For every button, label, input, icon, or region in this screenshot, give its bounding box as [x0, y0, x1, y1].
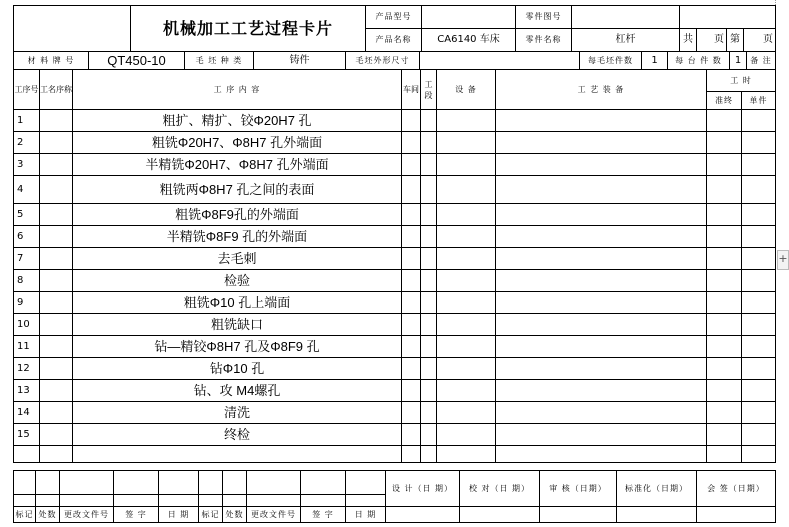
op-unit-time — [742, 314, 776, 336]
op-unit-time — [742, 248, 776, 270]
op-tooling — [496, 314, 707, 336]
op-unit-time — [742, 380, 776, 402]
table-row — [14, 226, 776, 248]
op-name — [40, 204, 73, 226]
op-section — [421, 336, 437, 358]
per-blank-value: 1 — [642, 52, 668, 70]
op-unit-time — [742, 358, 776, 380]
op-section — [421, 176, 437, 204]
op-section — [421, 314, 437, 336]
op-workshop — [402, 204, 421, 226]
part-name-label: 零件名称 — [516, 29, 572, 52]
op-workshop — [402, 380, 421, 402]
op-number: 13 — [14, 380, 40, 402]
op-prep-time — [707, 380, 742, 402]
op-number: 14 — [14, 402, 40, 424]
footer-sign: 签 字 — [114, 507, 159, 523]
op-workshop — [402, 248, 421, 270]
op-prep-time — [707, 176, 742, 204]
op-tooling — [496, 226, 707, 248]
op-section — [421, 424, 437, 446]
op-content: 钻、攻 M4螺孔 — [73, 380, 402, 402]
product-model-value — [422, 6, 516, 29]
footer-change-doc-2: 更改文件号 — [247, 507, 301, 523]
footer-count: 处数 — [36, 507, 60, 523]
op-equipment — [437, 424, 496, 446]
footer-count-2: 处数 — [223, 507, 247, 523]
blank-type-label: 毛 坯 种 类 — [185, 52, 254, 70]
total-label: 共 — [680, 29, 697, 52]
op-unit-time — [742, 402, 776, 424]
op-name — [40, 132, 73, 154]
op-workshop — [402, 314, 421, 336]
header-table — [13, 5, 776, 52]
op-name — [40, 270, 73, 292]
op-workshop — [402, 358, 421, 380]
material-table — [13, 51, 776, 70]
op-equipment — [437, 270, 496, 292]
col-tooling: 工 艺 装 备 — [496, 70, 707, 110]
op-section — [421, 292, 437, 314]
op-unit-time — [742, 424, 776, 446]
op-content: 终检 — [73, 424, 402, 446]
blank-type-value: 铸件 — [254, 52, 346, 70]
op-tooling — [496, 248, 707, 270]
op-equipment — [437, 402, 496, 424]
op-equipment — [437, 380, 496, 402]
operations-table — [13, 69, 776, 463]
op-content: 粗铣Φ20H7、Φ8H7 孔外端面 — [73, 132, 402, 154]
footer-date: 日 期 — [159, 507, 199, 523]
footer-change-doc: 更改文件号 — [60, 507, 114, 523]
op-content: 去毛刺 — [73, 248, 402, 270]
op-tooling — [496, 154, 707, 176]
footer-countersign: 会 签（日期） — [697, 471, 776, 507]
op-name — [40, 292, 73, 314]
table-row — [14, 154, 776, 176]
col-op-name: 工名序称 — [40, 70, 73, 110]
table-row — [14, 402, 776, 424]
op-number: 4 — [14, 176, 40, 204]
table-row — [14, 424, 776, 446]
op-number: 15 — [14, 424, 40, 446]
op-number: 2 — [14, 132, 40, 154]
op-tooling — [496, 132, 707, 154]
card-title: 机械加工工艺过程卡片 — [131, 6, 366, 52]
table-row — [14, 292, 776, 314]
op-content: 清洗 — [73, 402, 402, 424]
per-unit-value: 1 — [730, 52, 747, 70]
op-equipment — [437, 248, 496, 270]
table-row — [14, 176, 776, 204]
op-number: 12 — [14, 358, 40, 380]
product-model-label: 产品型号 — [366, 6, 422, 29]
col-content: 工 序 内 容 — [73, 70, 402, 110]
op-workshop — [402, 424, 421, 446]
op-content: 半精铣Φ8F9 孔的外端面 — [73, 226, 402, 248]
op-name — [40, 402, 73, 424]
op-content: 半精铣Φ20H7、Φ8H7 孔外端面 — [73, 154, 402, 176]
op-number: 3 — [14, 154, 40, 176]
op-content: 粗铣Φ10 孔上端面 — [73, 292, 402, 314]
op-unit-time — [742, 270, 776, 292]
op-unit-time — [742, 336, 776, 358]
op-prep-time — [707, 292, 742, 314]
table-row — [14, 248, 776, 270]
op-workshop — [402, 226, 421, 248]
op-tooling — [496, 336, 707, 358]
op-equipment — [437, 226, 496, 248]
op-tooling — [496, 204, 707, 226]
table-row — [14, 132, 776, 154]
op-section — [421, 248, 437, 270]
op-workshop — [402, 154, 421, 176]
op-prep-time — [707, 204, 742, 226]
op-workshop — [402, 292, 421, 314]
op-workshop — [402, 110, 421, 132]
op-equipment — [437, 176, 496, 204]
blank-size-value — [420, 52, 580, 70]
product-name-label: 产品名称 — [366, 29, 422, 52]
op-section — [421, 358, 437, 380]
op-name — [40, 358, 73, 380]
table-row — [14, 270, 776, 292]
op-name — [40, 248, 73, 270]
table-row — [14, 204, 776, 226]
table-row — [14, 336, 776, 358]
op-name — [40, 226, 73, 248]
page-margin-guide — [775, 0, 777, 5]
op-content: 粗铣Φ8F9孔的外端面 — [73, 204, 402, 226]
col-workshop: 车间 — [402, 70, 421, 110]
col-time: 工 时 — [707, 70, 776, 92]
op-equipment — [437, 358, 496, 380]
op-content: 粗扩、精扩、铰Φ20H7 孔 — [73, 110, 402, 132]
op-equipment — [437, 336, 496, 358]
op-section — [421, 226, 437, 248]
op-unit-time — [742, 204, 776, 226]
col-op-no: 工序号 — [14, 70, 40, 110]
op-number: 7 — [14, 248, 40, 270]
op-prep-time — [707, 110, 742, 132]
op-tooling — [496, 380, 707, 402]
note-label: 备 注 — [747, 52, 776, 70]
op-section — [421, 132, 437, 154]
part-name-value: 杠杆 — [572, 29, 680, 52]
op-workshop — [402, 402, 421, 424]
op-content: 粗铣缺口 — [73, 314, 402, 336]
col-equipment: 设 备 — [437, 70, 496, 110]
op-content: 钻Φ10 孔 — [73, 358, 402, 380]
op-prep-time — [707, 132, 742, 154]
op-tooling — [496, 402, 707, 424]
op-content: 粗铣两Φ8H7 孔之间的表面 — [73, 176, 402, 204]
op-prep-time — [707, 248, 742, 270]
op-section — [421, 402, 437, 424]
op-workshop — [402, 336, 421, 358]
op-tooling — [496, 292, 707, 314]
footer-table — [13, 470, 776, 523]
op-tooling — [496, 176, 707, 204]
footer-design: 设 计（日 期） — [386, 471, 460, 507]
op-unit-time — [742, 132, 776, 154]
op-name — [40, 110, 73, 132]
op-prep-time — [707, 358, 742, 380]
product-name-value: CA6140 车床 — [422, 29, 516, 52]
op-name — [40, 424, 73, 446]
part-drawing-value — [572, 6, 680, 29]
op-equipment — [437, 154, 496, 176]
table-row-blank — [14, 446, 776, 463]
op-prep-time — [707, 154, 742, 176]
blank-size-label: 毛坯外形尺寸 — [346, 52, 420, 70]
per-unit-label: 每 台 件 数 — [668, 52, 730, 70]
op-section — [421, 204, 437, 226]
op-prep-time — [707, 270, 742, 292]
footer-review: 审 核（日期） — [540, 471, 617, 507]
op-prep-time — [707, 314, 742, 336]
footer-date-2: 日 期 — [346, 507, 386, 523]
table-row — [14, 314, 776, 336]
op-workshop — [402, 270, 421, 292]
op-number: 1 — [14, 110, 40, 132]
op-prep-time — [707, 424, 742, 446]
op-number: 5 — [14, 204, 40, 226]
op-prep-time — [707, 336, 742, 358]
footer-sign-2: 签 字 — [301, 507, 346, 523]
op-tooling — [496, 358, 707, 380]
footer-mark-2: 标记 — [199, 507, 223, 523]
op-workshop — [402, 132, 421, 154]
col-section: 工段 — [421, 70, 437, 110]
part-drawing-label: 零件图号 — [516, 6, 572, 29]
col-prep-time: 准终 — [707, 92, 742, 110]
op-name — [40, 314, 73, 336]
op-number: 8 — [14, 270, 40, 292]
op-name — [40, 154, 73, 176]
op-tooling — [496, 270, 707, 292]
op-number: 6 — [14, 226, 40, 248]
op-equipment — [437, 314, 496, 336]
op-unit-time — [742, 292, 776, 314]
footer-standard: 标准化（日期） — [617, 471, 697, 507]
op-section — [421, 380, 437, 402]
op-number: 10 — [14, 314, 40, 336]
sheet-label: 第 — [727, 29, 744, 52]
op-number: 11 — [14, 336, 40, 358]
op-unit-time — [742, 176, 776, 204]
per-blank-label: 每毛坯件数 — [580, 52, 642, 70]
op-content: 钻—精铰Φ8H7 孔及Φ8F9 孔 — [73, 336, 402, 358]
material-grade-label: 材 料 牌 号 — [14, 52, 89, 70]
header-top-right — [680, 6, 776, 29]
material-grade-value: QT450-10 — [89, 52, 185, 70]
op-section — [421, 154, 437, 176]
op-name — [40, 380, 73, 402]
op-section — [421, 110, 437, 132]
op-equipment — [437, 204, 496, 226]
op-number: 9 — [14, 292, 40, 314]
op-unit-time — [742, 110, 776, 132]
op-tooling — [496, 424, 707, 446]
op-equipment — [437, 292, 496, 314]
op-prep-time — [707, 402, 742, 424]
op-equipment — [437, 110, 496, 132]
op-equipment — [437, 132, 496, 154]
sheet-page-label: 页 — [744, 29, 776, 52]
table-row — [14, 110, 776, 132]
op-tooling — [496, 110, 707, 132]
footer-check: 校 对（日 期） — [460, 471, 540, 507]
op-name — [40, 336, 73, 358]
total-page-label: 页 — [697, 29, 727, 52]
op-prep-time — [707, 226, 742, 248]
op-section — [421, 270, 437, 292]
table-row — [14, 380, 776, 402]
col-unit-time: 单件 — [742, 92, 776, 110]
side-expand-handle[interactable]: + — [777, 250, 789, 270]
op-workshop — [402, 176, 421, 204]
footer-mark: 标记 — [14, 507, 36, 523]
op-unit-time — [742, 226, 776, 248]
op-name — [40, 176, 73, 204]
table-row — [14, 358, 776, 380]
header-blank — [14, 6, 131, 52]
op-unit-time — [742, 154, 776, 176]
op-content: 检验 — [73, 270, 402, 292]
